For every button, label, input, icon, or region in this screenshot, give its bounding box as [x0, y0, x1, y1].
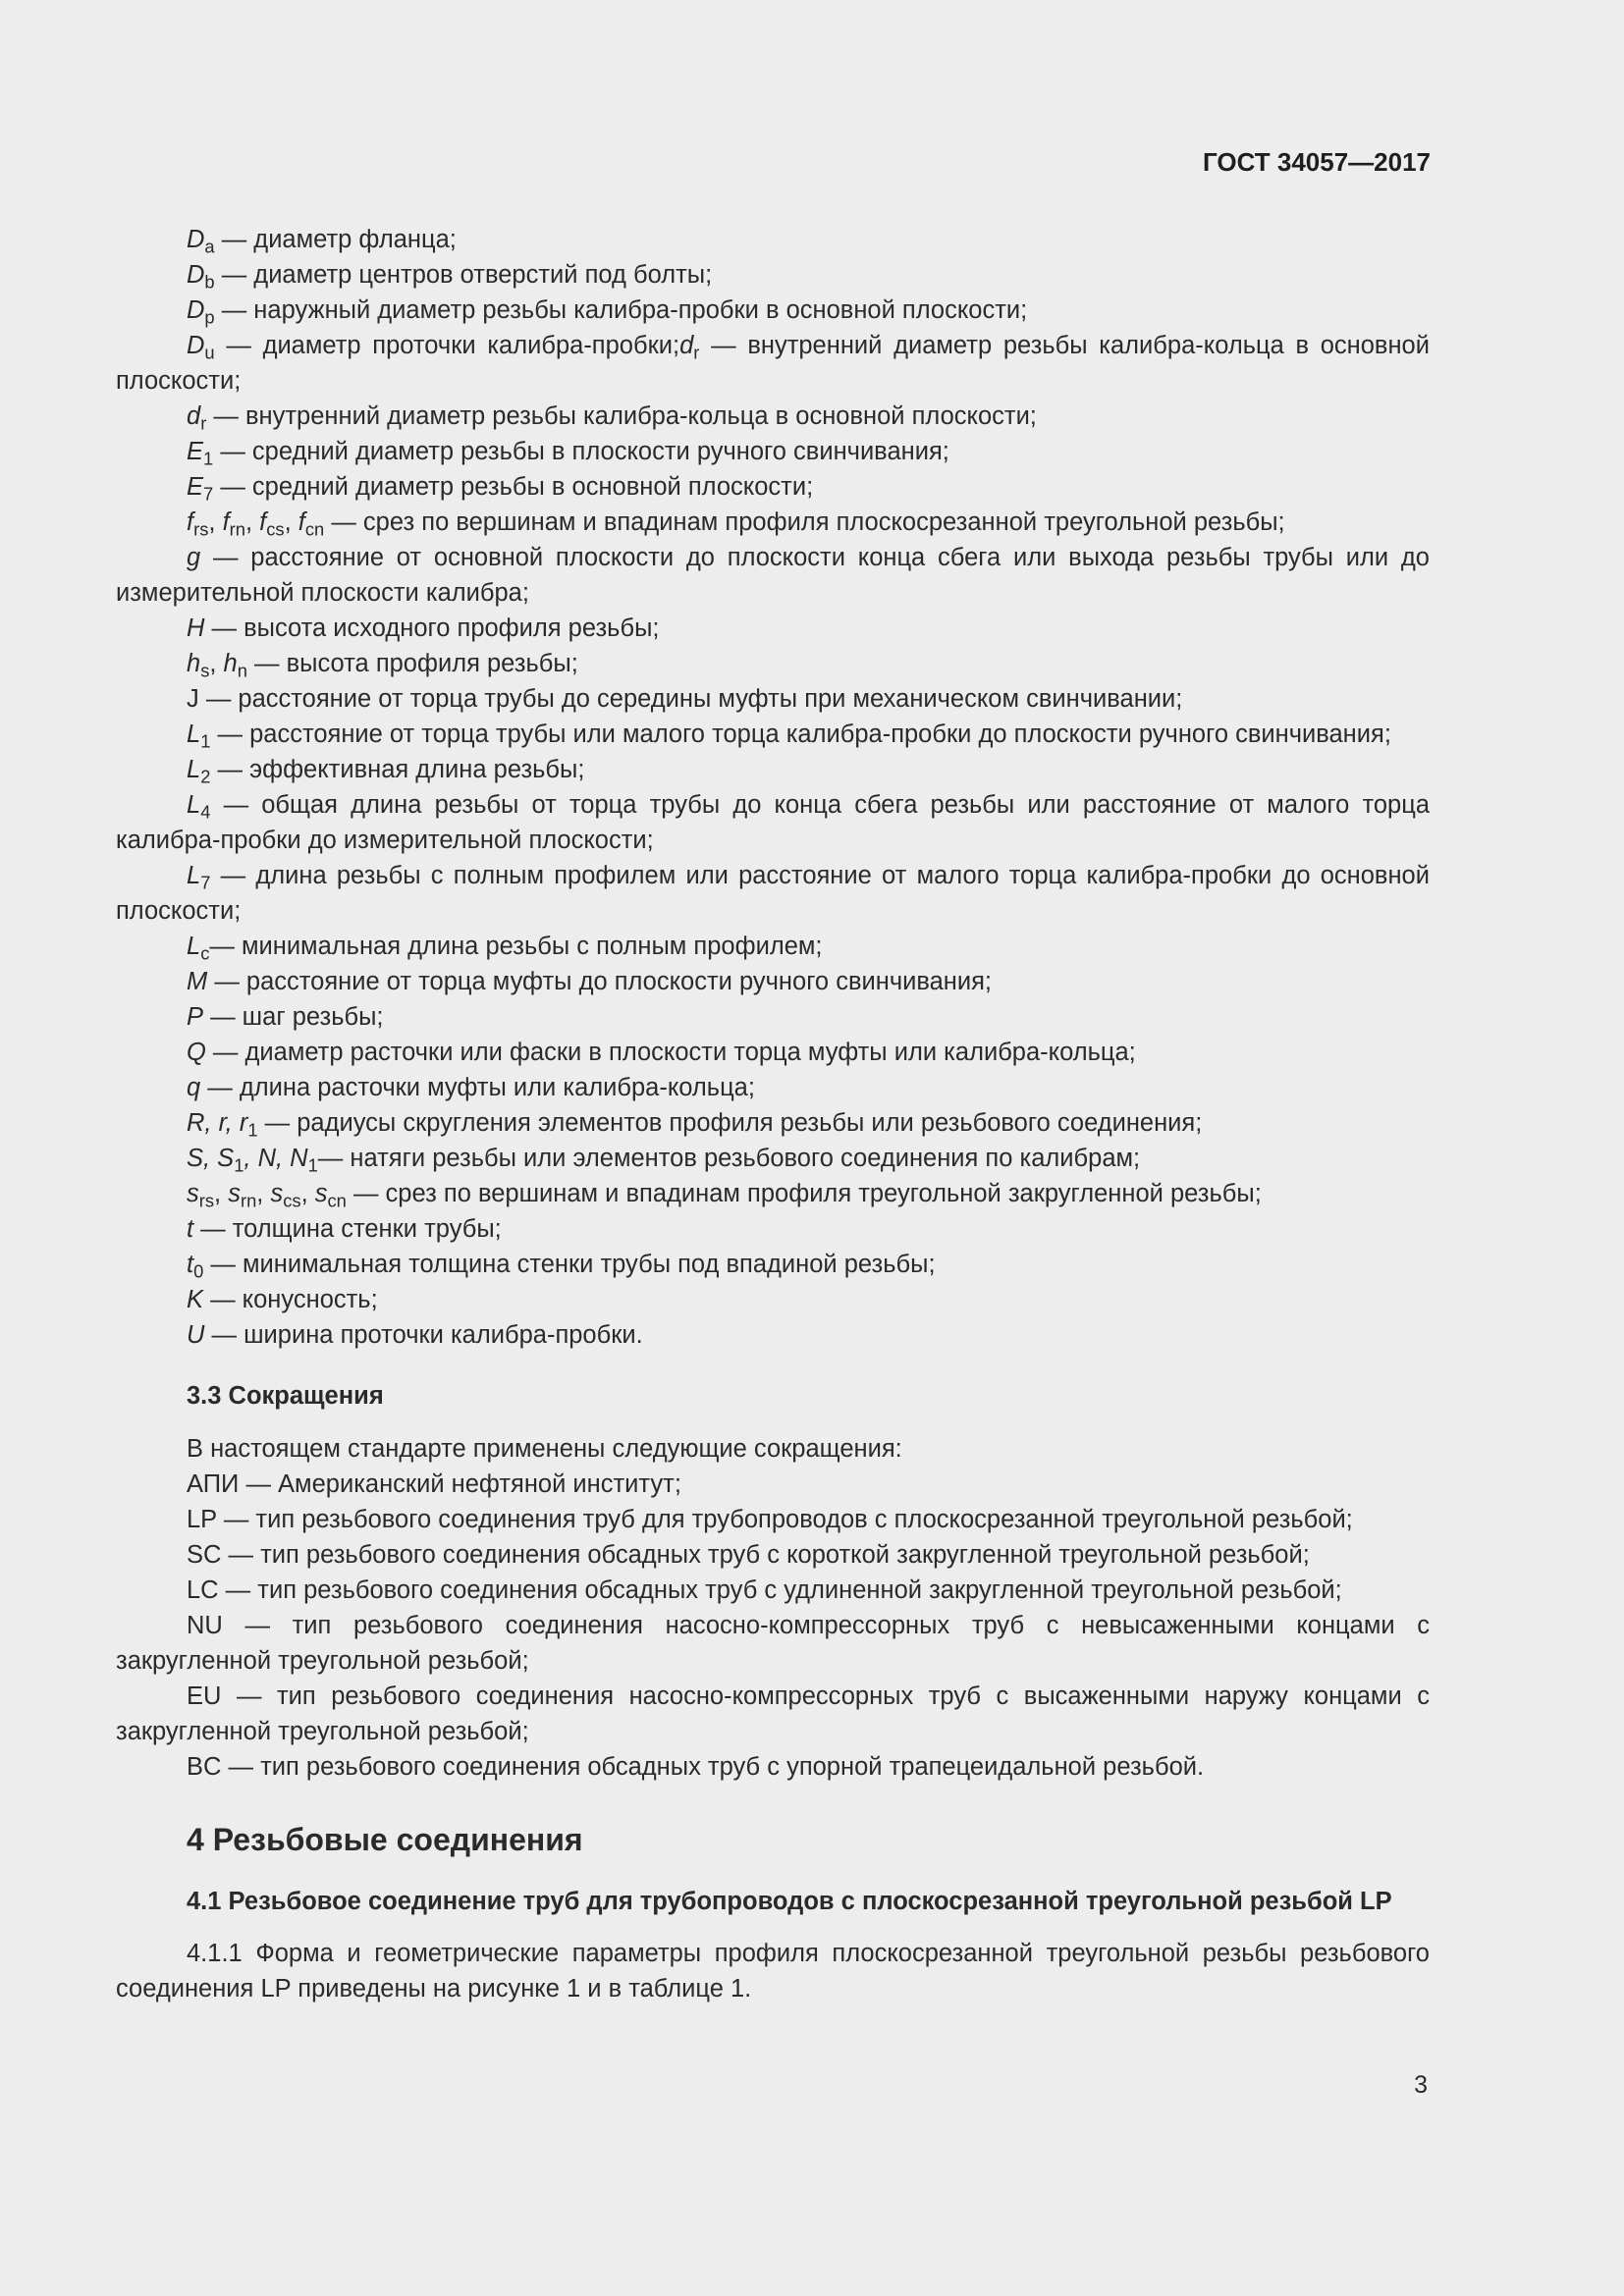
definition-item: $D_p$ — наружный диаметр резьбы калибра-пробки в основной плоскости; — [187, 296, 1028, 328]
definition-item: $D_u$ — диаметр проточки калибра-$пробки;d_r$ — внутренний диаметр резьбы калибра-кольца в основной плоскости; — [116, 332, 1430, 395]
definition-item: $E_1$ — средний диаметр резьбы в плоскости ручного свинчивания; — [187, 438, 949, 469]
definition-item: $t_0$ — минимальная толщина стенки трубы под впадиной резьбы; — [187, 1251, 936, 1282]
definition-item: U — ширина проточки калибра-пробки. — [187, 1321, 643, 1349]
abbreviation-item: LC — тип резьбового соединения обсадных труб с удлиненной закругленной треугольной резьбой; — [187, 1576, 1342, 1604]
definition-item: R, r, $r_1$ — радиусы скругления элементов профиля резьбы или резьбового соединения; — [187, 1109, 1203, 1141]
abbreviation-item: АПИ — Американский нефтяной институт; — [187, 1470, 681, 1498]
definition-item: $L_c—$ минимальная длина резьбы с полным профилем; — [187, 933, 823, 964]
page-number: 3 — [1414, 2071, 1428, 2099]
page-content — [116, 222, 1430, 2006]
definition-item: P — шаг резьбы; — [187, 1003, 384, 1031]
abbreviations-intro: В настоящем стандарте применены следующие сокращения: — [187, 1435, 902, 1463]
definition-item: $L_4$ — общая длина резьбы от торца трубы до конца сбега резьбы или расстояние от малого торца калибра-пробки до измерительной плоскости; — [116, 791, 1430, 854]
abbreviation-item: LP — тип резьбового соединения труб для трубопроводов с плоскосрезанной треугольной резьбой; — [187, 1506, 1353, 1533]
abbreviation-item: BC — тип резьбового соединения обсадных труб с упорной трапецеидальной резьбой. — [187, 1753, 1205, 1781]
definition-item: $D_a$ — диаметр фланца; — [187, 226, 457, 257]
definition-item: M — расстояние от торца муфты до плоскости ручного свинчивания; — [187, 968, 993, 995]
abbreviation-item: NU — тип резьбового соединения насосно-компрессорных труб с невысаженными концами с закругленной треугольной резьбой; — [116, 1612, 1430, 1675]
definition-item: $d_r$ — внутренний диаметр резьбы калибра-кольца в основной плоскости; — [187, 402, 1037, 434]
definition-item: K — конусность; — [187, 1286, 378, 1313]
definition-item: t — толщина стенки трубы; — [187, 1215, 502, 1243]
section-3-3-heading: 3.3 Сокращения — [187, 1382, 384, 1410]
definition-item: $D_b$ — диаметр центров отверстий под болты; — [187, 261, 713, 293]
abbreviation-item: EU — тип резьбового соединения насосно-компрессорных труб с высаженными наружу концами с закругленной треугольной резьбой; — [116, 1682, 1430, 1745]
definition-item: $f_{rs}$, $f_{rn}$, $f_{cs}$, $f_{cn}$ — срез по вершинам и впадинам профиля плоскосрезанной треугольной резьбы; — [187, 508, 1285, 540]
definition-item: $L_2$ — эффективная длина резьбы; — [187, 756, 585, 787]
standard-header: ГОСТ 34057—2017 — [1203, 147, 1431, 177]
definition-item: J — расстояние от торца трубы до середины муфты при механическом свинчивании; — [187, 685, 1183, 713]
definition-item: q — длина расточки муфты или калибра-кольца; — [187, 1074, 755, 1101]
abbreviation-item: SC — тип резьбового соединения обсадных труб с короткой закругленной треугольной резьбой; — [187, 1541, 1310, 1569]
definition-item: Q — диаметр расточки или фаски в плоскости торца муфты или калибра-кольца; — [187, 1039, 1136, 1066]
section-4-heading: 4 Резьбовые соединения — [187, 1822, 583, 1857]
definition-item: $h_s$, $h_n$ — высота профиля резьбы; — [187, 650, 578, 681]
definition-item: $L_1$ — расстояние от торца трубы или малого торца калибра-пробки до плоскости ручного свинчивания; — [187, 721, 1391, 752]
section-4-1-heading: 4.1 Резьбовое соединение труб для трубопроводов с плоскосрезанной треугольной резьбой LP — [187, 1888, 1392, 1915]
definition-item: $E_7$ — средний диаметр резьбы в основной плоскости; — [187, 473, 814, 505]
definition-item: $L_7$ — длина резьбы с полным профилем или расстояние от малого торца калибра-пробки до основной плоскости; — [116, 862, 1430, 925]
definition-item: g — расстояние от основной плоскости до плоскости конца сбега или выхода резьбы трубы или до измерительной плоскости калибра; — [116, 544, 1430, 607]
paragraph-4-1-1: 4.1.1 Форма и геометрические параметры профиля плоскосрезанной треугольной резьбы резьбового соединения LP приведены на рисунке 1 и в таблице 1. — [116, 1940, 1430, 2002]
definition-item: $s_{rs}$, $s_{rn}$, $s_{cs}$, $s_{cn}$ — срез по вершинам и впадинам профиля треугольной закругленной резьбы; — [187, 1180, 1262, 1211]
definition-item: S, $S_1$, N, $N_1—$ натяги резьбы или элементов резьбового соединения по калибрам; — [187, 1145, 1141, 1176]
definition-item: H — высота исходного профиля резьбы; — [187, 614, 660, 642]
